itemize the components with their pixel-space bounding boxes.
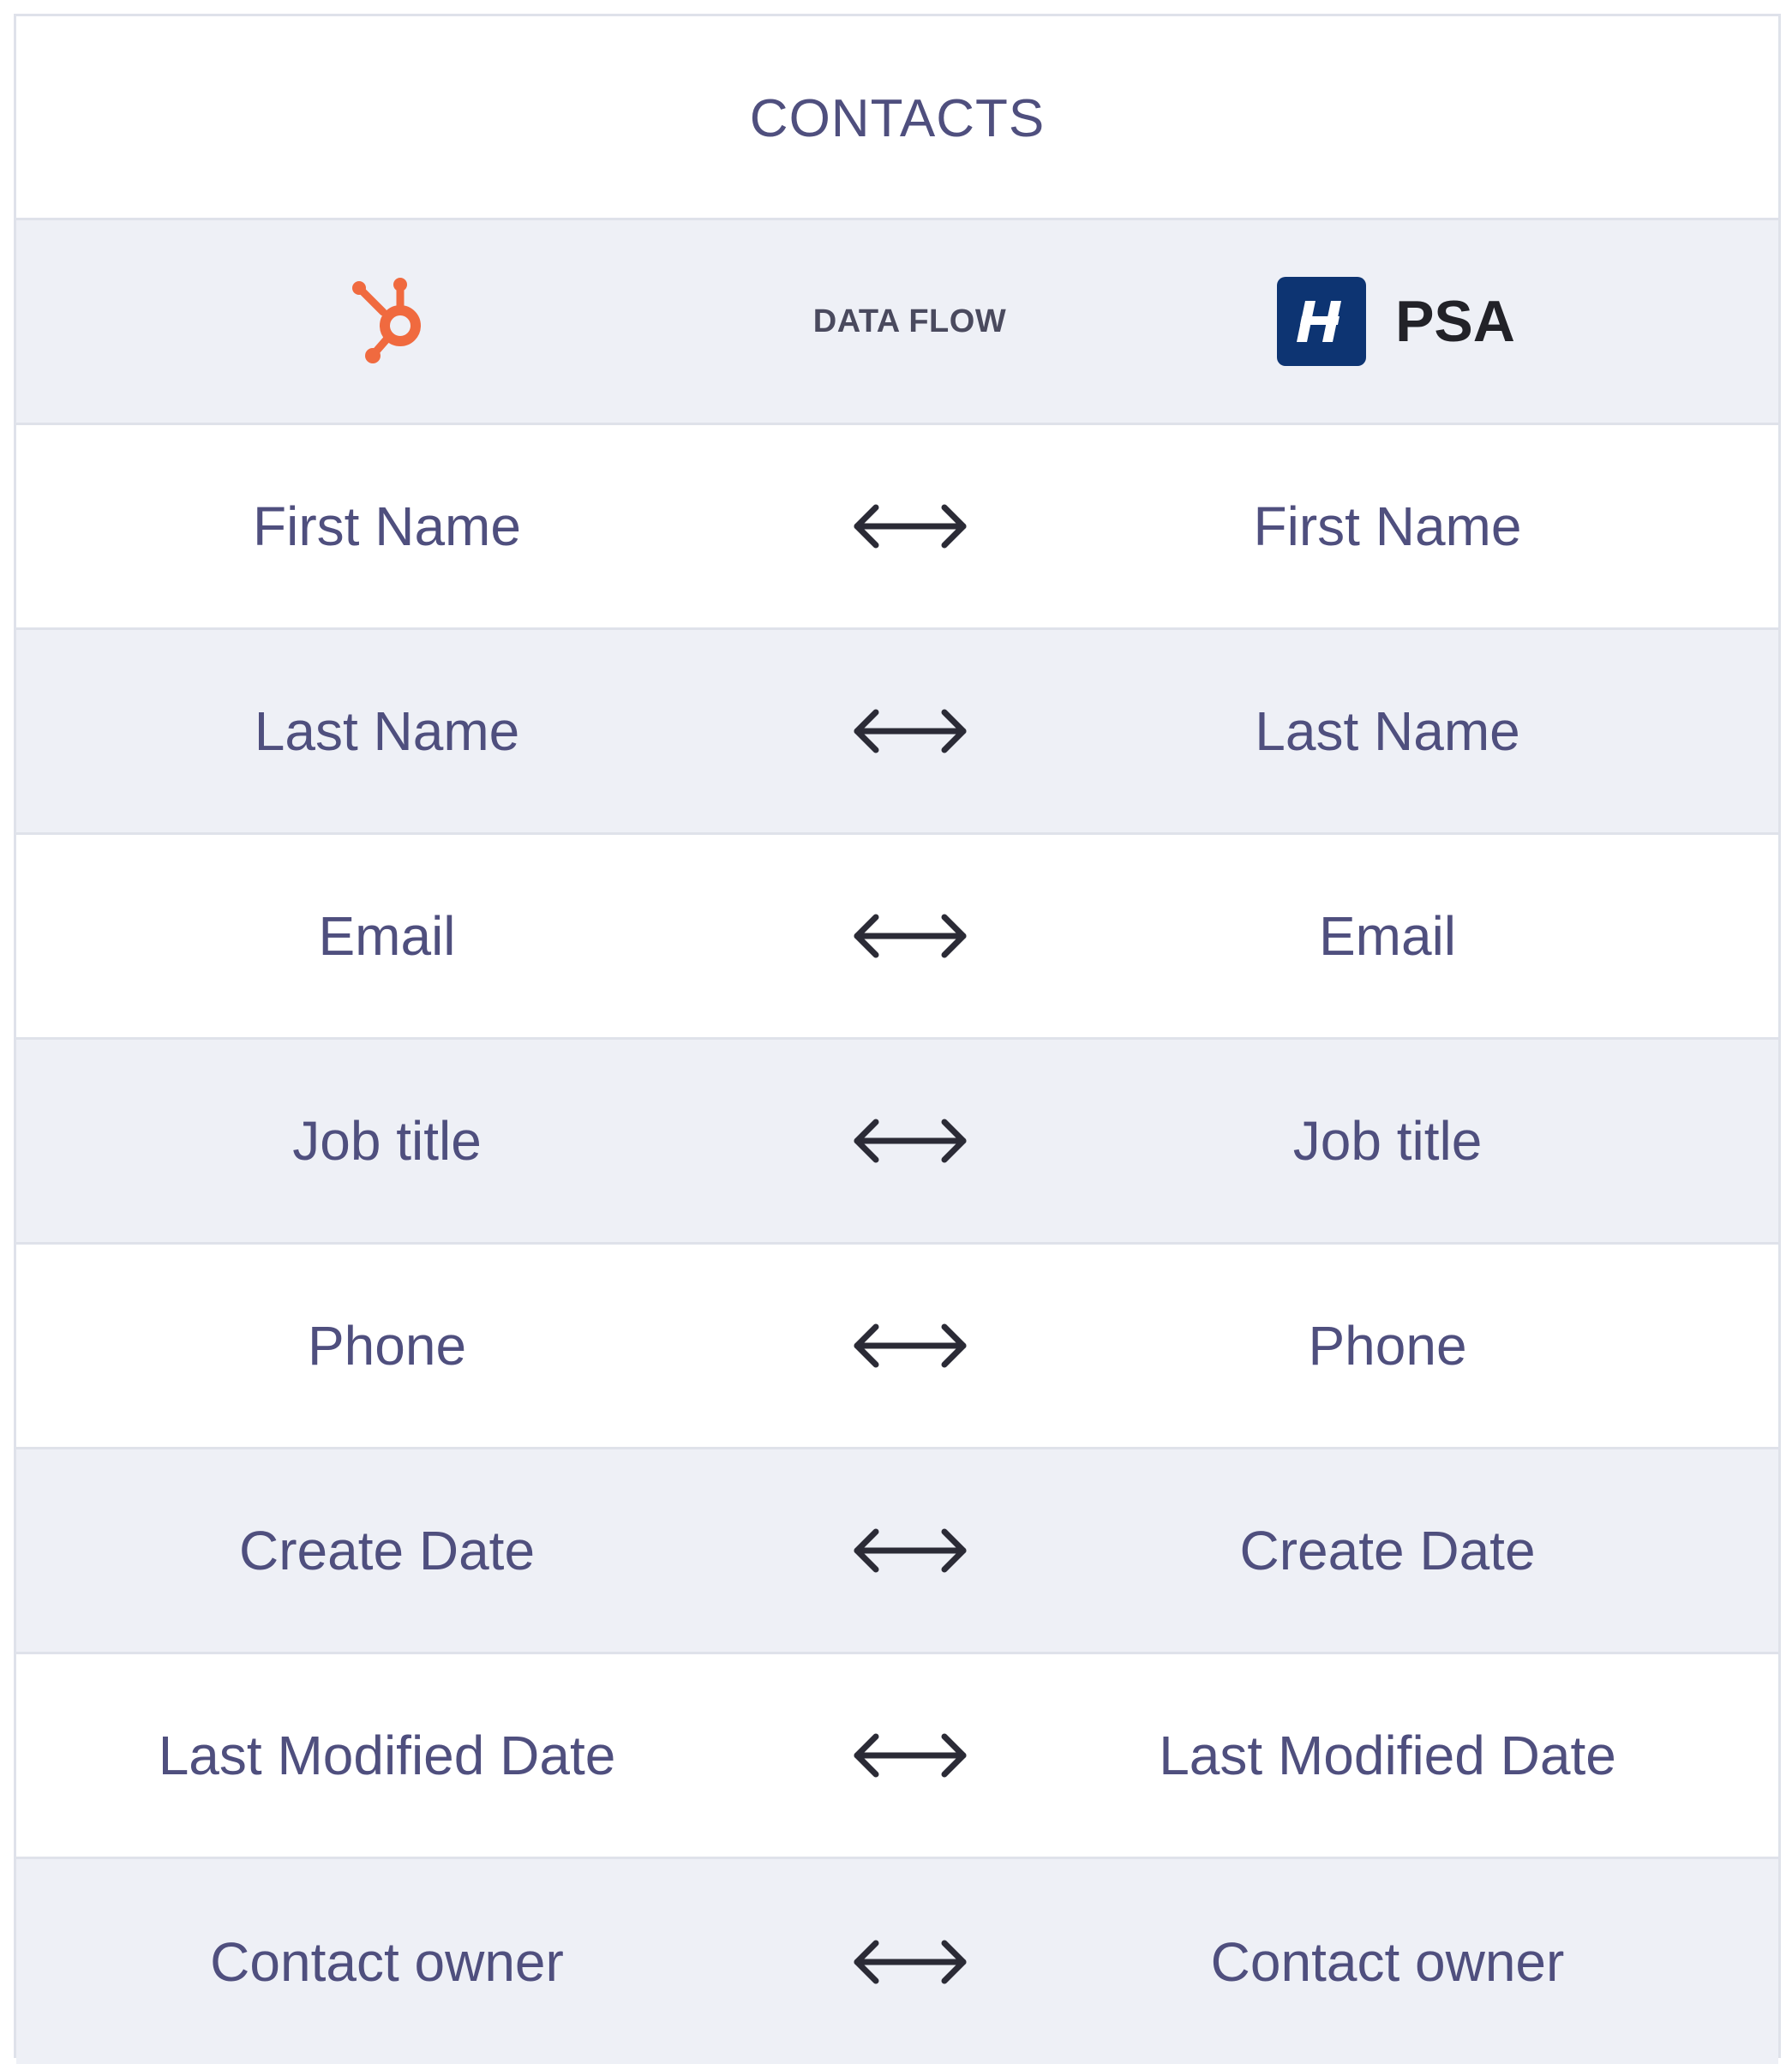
mapping-row [16,630,1778,835]
hubspot-field-label: Create Date [238,1520,536,1581]
psa-h-logo-icon [1277,277,1366,366]
psa-field-label: Create Date [1239,1520,1536,1581]
data-flow-arrow-cell [758,1245,1045,1447]
table-title: CONTACTS [749,89,1046,148]
psa-label: PSA [1395,289,1515,354]
hubspot-field-label: Contact owner [210,1930,564,1993]
data-flow-arrow-cell [758,1654,1045,1857]
mapping-row [16,425,1778,630]
double-headed-arrow-icon [850,1115,970,1167]
psa-field-label: Email [1318,905,1457,967]
hubspot-field-label: Last Name [254,700,520,762]
data-flow-arrow-cell [758,425,1045,627]
hubspot-field-cell [16,835,758,1037]
hubspot-field-label: Phone [307,1315,467,1377]
mapping-row [16,1449,1778,1654]
hubspot-field-cell [16,630,758,832]
psa-field-label: Last Modified Date [1159,1725,1616,1786]
double-headed-arrow-icon [850,705,970,757]
mapping-row [16,1859,1778,2064]
double-headed-arrow-icon [850,910,970,962]
double-headed-arrow-icon [850,1525,970,1576]
data-flow-cell [758,220,1045,423]
mapping-row [16,1245,1778,1449]
psa-field-label: Phone [1308,1315,1467,1377]
psa-field-label: Contact owner [1210,1930,1565,1993]
hubspot-field-cell [16,1245,758,1447]
hubspot-field-label: Email [318,905,456,967]
psa-field-cell [1045,835,1730,1037]
hubspot-field-label: Job title [292,1110,482,1172]
psa-field-cell [1045,1654,1730,1857]
hubspot-field-label: First Name [253,495,521,557]
hubspot-field-cell [16,1654,758,1857]
data-flow-arrow-cell [758,1449,1045,1652]
mapping-row [16,835,1778,1040]
hubspot-field-label: Last Modified Date [158,1725,616,1786]
hubspot-field-cell [16,1040,758,1242]
contacts-mapping-table [14,14,1781,2058]
psa-brand-cell [1045,220,1730,423]
hubspot-field-cell [16,1859,758,2064]
hubspot-logo-cell [16,220,758,423]
double-headed-arrow-icon [850,1320,970,1371]
mapping-row [16,1040,1778,1245]
hubspot-field-cell [16,1449,758,1652]
psa-field-label: Last Name [1255,700,1520,762]
psa-field-cell [1045,1449,1730,1652]
mapping-row [16,1654,1778,1859]
psa-field-cell [1045,630,1730,832]
data-flow-arrow-cell [758,1040,1045,1242]
data-flow-arrow-cell [758,1859,1045,2064]
psa-field-cell [1045,1040,1730,1242]
double-headed-arrow-icon [850,1936,970,1988]
psa-field-cell [1045,425,1730,627]
data-flow-arrow-cell [758,835,1045,1037]
hubspot-sprocket-icon [344,274,438,369]
header-row [16,220,1778,425]
psa-field-label: Job title [1292,1110,1483,1172]
double-headed-arrow-icon [850,1730,970,1781]
data-flow-label: DATA FLOW [812,303,1007,339]
double-headed-arrow-icon [850,501,970,552]
psa-field-cell [1045,1245,1730,1447]
psa-field-label: First Name [1253,495,1522,557]
mapping-rows [16,425,1778,2064]
hubspot-field-cell [16,425,758,627]
psa-brand [1277,277,1515,366]
psa-field-cell [1045,1859,1730,2064]
title-row [16,16,1778,220]
data-flow-arrow-cell [758,630,1045,832]
